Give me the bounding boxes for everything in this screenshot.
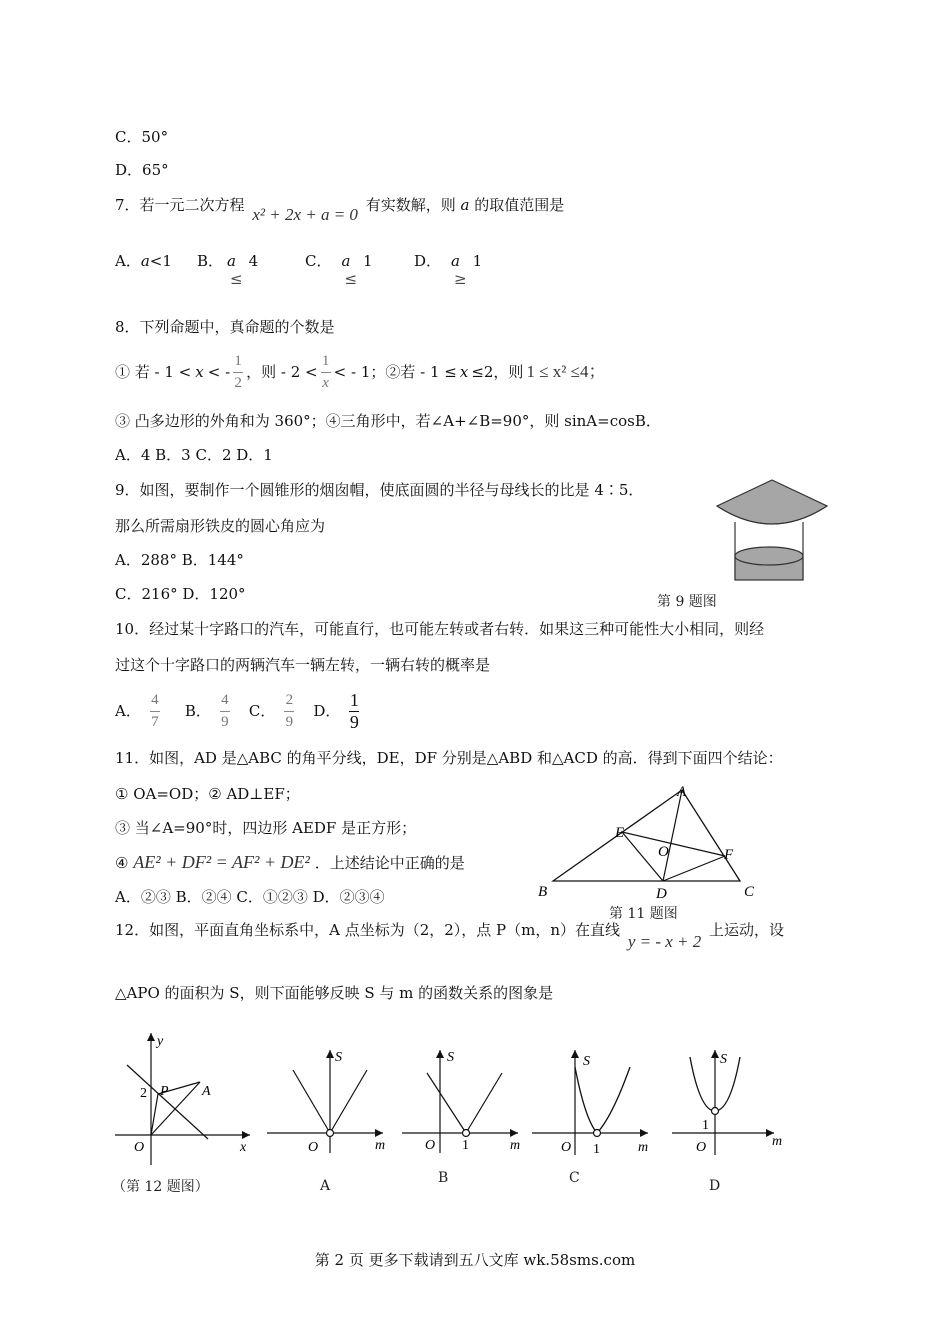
q11-figure-caption: 第 11 题图: [609, 906, 678, 922]
point-p-label: P: [160, 1084, 169, 1099]
svg-text:1: 1: [462, 1138, 469, 1153]
svg-text:O: O: [425, 1138, 436, 1153]
q9-stem-line2: 那么所需扇形铁皮的圆心角应为: [115, 517, 326, 535]
svg-text:1: 1: [593, 1142, 600, 1157]
point-d-label: D: [656, 886, 667, 902]
q7-stem-c: 的取值范围是: [474, 196, 565, 214]
origin-label: O: [134, 1140, 145, 1155]
q11-conclusion-3: ③ 当∠A=90°时，四边形 AEDF 是正方形；: [115, 819, 417, 837]
point-e-label: E: [615, 825, 625, 841]
q12-stem-line1: 12．如图，平面直角坐标系中，A 点坐标为（2，2），点 P（m，n）在直线 y = - x + 2 上运动，设: [115, 921, 785, 951]
q10-option-b-fraction: $\frac{4}{9}$: [221, 692, 229, 730]
q7-stem-a: 7．若一元二次方程: [115, 196, 245, 214]
point-o-label: O: [658, 844, 669, 860]
svg-text:O: O: [696, 1140, 707, 1155]
q12-graph-b: [400, 1045, 530, 1155]
q8-proposition-1-2: ① 若 - 1 < x < - $\frac{1}{2}$ ，则 - 2 < $\frac{1}{x}$ < - 1；②若 - 1 ≤ x ≤2，则 1 ≤ x² ≤4；: [115, 353, 606, 391]
q7-option-a: A．a<1: [115, 252, 172, 270]
q8-options: A．4 B．3 C．2 D．1: [115, 446, 273, 464]
y-axis-label: y: [157, 1034, 164, 1049]
y-tick-2-label: 2: [140, 1086, 147, 1101]
svg-text:O: O: [308, 1140, 319, 1155]
q8-fraction-half: $\frac{1}{2}$: [234, 353, 242, 391]
q10-option-c-fraction: $\frac{2}{9}$: [285, 692, 294, 730]
q11-options: A．②③ B．②④ C．①②③ D．②③④: [115, 888, 385, 906]
q10-stem-line1: 10．经过某十字路口的汽车，可能直行，也可能左转或者右转．如果这三种可能性大小相同，则经: [115, 620, 765, 638]
q10-option-a-fraction: $\frac{4}{7}$: [151, 692, 159, 730]
q10-options: A． $\frac{4}{7}$ B． $\frac{4}{9}$ C． $\frac{2}{9}$ D． $\frac{1}{9}$: [115, 689, 362, 733]
q11-conclusion-4: ④ AE² + DF² = AF² + DE² ．上述结论中正确的是: [115, 852, 465, 872]
q11-conclusion-1-2: ① OA=OD；② AD⊥EF；: [115, 785, 300, 803]
chimney-cap-figure: [715, 478, 830, 584]
q7-option-d: D． a≥1: [414, 252, 483, 288]
q10-stem-line2: 过这个十字路口的两辆汽车一辆左转，一辆右转的概率是: [115, 656, 491, 674]
x-axis-label: x: [240, 1140, 247, 1155]
point-f-label: F: [724, 847, 734, 863]
vertex-c-label: C: [744, 884, 755, 900]
q7-option-c: C． a≤1: [305, 252, 373, 288]
q6-option-c: C．50°: [115, 128, 169, 146]
vertex-a-label: A: [677, 784, 687, 800]
q10-option-d-fraction: $\frac{1}{9}$: [349, 690, 359, 732]
page-footer: 第 2 页 更多下载请到五八文库 wk.58sms.com: [314, 1251, 636, 1269]
q9-options-cd: C．216° D．120°: [115, 585, 246, 603]
q12-graph-d-label: D: [709, 1178, 721, 1194]
svg-text:m: m: [772, 1134, 783, 1149]
q12-graph-d: [670, 1045, 805, 1160]
q6-option-d: D．65°: [115, 161, 169, 179]
q7-equation: x² + 2x + a = 0: [252, 205, 358, 224]
q9-stem-line1: 9．如图，要制作一个圆锥形的烟囱帽，使底面圆的半径与母线长的比是 4∶5．: [115, 481, 644, 499]
q7-var-a: a: [460, 196, 470, 214]
svg-text:m: m: [510, 1138, 521, 1153]
point-a-label: A: [202, 1084, 211, 1099]
q7-stem-b: 有实数解，则: [365, 196, 456, 214]
q12-graph-c: [530, 1045, 660, 1160]
q9-options-ab: A．288° B．144°: [115, 551, 244, 569]
svg-text:m: m: [375, 1138, 386, 1153]
q11-triangle-figure: [530, 776, 770, 902]
q12-graph-c-label: C: [569, 1170, 580, 1186]
q8-fraction-one-over-x: $\frac{1}{x}$: [321, 353, 330, 391]
svg-text:S: S: [720, 1052, 727, 1067]
q8-proposition-3-4: ③ 凸多边形的外角和为 360°；④三角形中，若∠A+∠B=90°，则 sinA=cosB．: [115, 412, 661, 430]
q12-stem-line2: △APO 的面积为 S，则下面能够反映 S 与 m 的函数关系的图象是: [115, 984, 554, 1002]
q11-stem: 11．如图，AD 是△ABC 的角平分线，DE，DF 分别是△ABD 和△ACD 的高．得到下面四个结论：: [115, 749, 783, 767]
q12-graph-a: [265, 1045, 395, 1155]
q12-graph-a-label: A: [320, 1178, 331, 1194]
svg-text:S: S: [447, 1050, 454, 1065]
svg-text:O: O: [561, 1140, 572, 1155]
q7-stem: [115, 195, 565, 224]
q12-graph-b-label: B: [438, 1170, 449, 1186]
q9-figure-caption: 第 9 题图: [657, 594, 717, 610]
svg-text:1: 1: [702, 1118, 709, 1133]
q7-option-b: B． a≤4: [197, 252, 259, 288]
q12-coordinate-figure: [110, 1025, 260, 1165]
svg-text:S: S: [583, 1054, 590, 1069]
vertex-b-label: B: [538, 884, 548, 900]
q12-figure-caption: （第 12 题图）: [112, 1179, 209, 1195]
svg-text:m: m: [638, 1140, 649, 1155]
q8-stem: 8．下列命题中，真命题的个数是: [115, 318, 335, 336]
svg-text:S: S: [335, 1050, 342, 1065]
